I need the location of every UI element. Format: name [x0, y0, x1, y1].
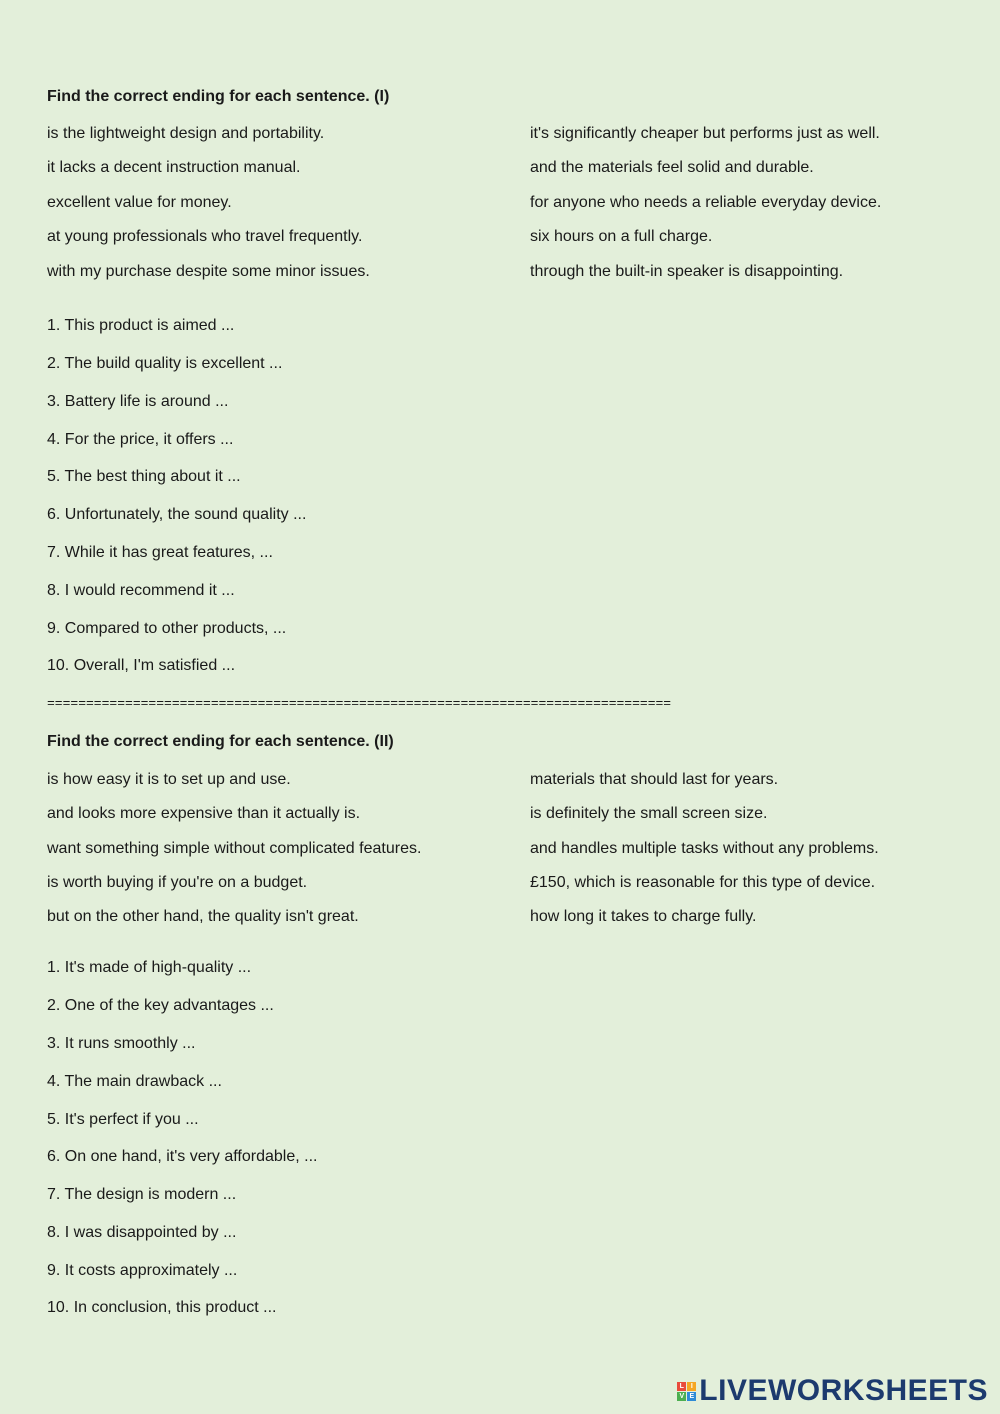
ending-item: and handles multiple tasks without any problems. [530, 840, 879, 857]
sentence-stem: 7. The design is modern ... [47, 1186, 237, 1203]
sentence-stem: 5. It's perfect if you ... [47, 1111, 199, 1128]
sentence-stem: 8. I was disappointed by ... [47, 1224, 237, 1241]
ending-item: £150, which is reasonable for this type of device. [530, 874, 876, 891]
sentence-stem: 8. I would recommend it ... [47, 582, 235, 599]
sentence-stem: 2. The build quality is excellent ... [47, 355, 283, 372]
ending-item: through the built-in speaker is disappointing. [530, 263, 844, 280]
logo-mark-icon [677, 1382, 696, 1401]
sentence-stem: 6. On one hand, it's very affordable, ... [47, 1148, 318, 1165]
ending-item: it's significantly cheaper but performs just as well. [530, 125, 880, 142]
sentence-stem: 10. In conclusion, this product ... [47, 1299, 277, 1316]
ending-item: but on the other hand, the quality isn't great. [47, 908, 359, 925]
ending-item: it lacks a decent instruction manual. [47, 159, 301, 176]
sentence-stem: 2. One of the key advantages ... [47, 997, 274, 1014]
ending-item: with my purchase despite some minor issues. [47, 263, 370, 280]
sentence-stem: 9. Compared to other products, ... [47, 620, 287, 637]
ending-item: and looks more expensive than it actually is. [47, 805, 361, 822]
logo-text: LIVEWORKSHEETS [699, 1374, 988, 1407]
section-divider: ================================================================================ [47, 696, 672, 711]
ending-item: how long it takes to charge fully. [530, 908, 757, 925]
sentence-stem: 7. While it has great features, ... [47, 544, 273, 561]
section-1-title: Find the correct ending for each sentence. (I) [47, 88, 390, 105]
logo-mark-letter: E [687, 1392, 696, 1401]
ending-item: is how easy it is to set up and use. [47, 771, 291, 788]
logo-mark-letter: L [677, 1382, 686, 1391]
sentence-stem: 3. It runs smoothly ... [47, 1035, 196, 1052]
liveworksheets-logo [677, 1376, 988, 1406]
sentence-stem: 1. It's made of high-quality ... [47, 959, 252, 976]
sentence-stem: 9. It costs approximately ... [47, 1262, 238, 1279]
sentence-stem: 6. Unfortunately, the sound quality ... [47, 506, 307, 523]
ending-item: want something simple without complicated features. [47, 840, 422, 857]
ending-item: materials that should last for years. [530, 771, 779, 788]
ending-item: is the lightweight design and portability. [47, 125, 325, 142]
ending-item: six hours on a full charge. [530, 228, 713, 245]
logo-mark-letter: V [677, 1392, 686, 1401]
sentence-stem: 5. The best thing about it ... [47, 468, 241, 485]
sentence-stem: 3. Battery life is around ... [47, 393, 229, 410]
ending-item: for anyone who needs a reliable everyday device. [530, 194, 882, 211]
sentence-stem: 4. The main drawback ... [47, 1073, 222, 1090]
sentence-stem: 10. Overall, I'm satisfied ... [47, 657, 236, 674]
logo-mark-letter: I [687, 1382, 696, 1391]
ending-item: is definitely the small screen size. [530, 805, 768, 822]
sentence-stem: 4. For the price, it offers ... [47, 431, 234, 448]
ending-item: is worth buying if you're on a budget. [47, 874, 308, 891]
sentence-stem: 1. This product is aimed ... [47, 317, 235, 334]
ending-item: excellent value for money. [47, 194, 232, 211]
ending-item: at young professionals who travel frequently. [47, 228, 363, 245]
ending-item: and the materials feel solid and durable. [530, 159, 814, 176]
section-2-title: Find the correct ending for each sentence. (II) [47, 733, 394, 750]
